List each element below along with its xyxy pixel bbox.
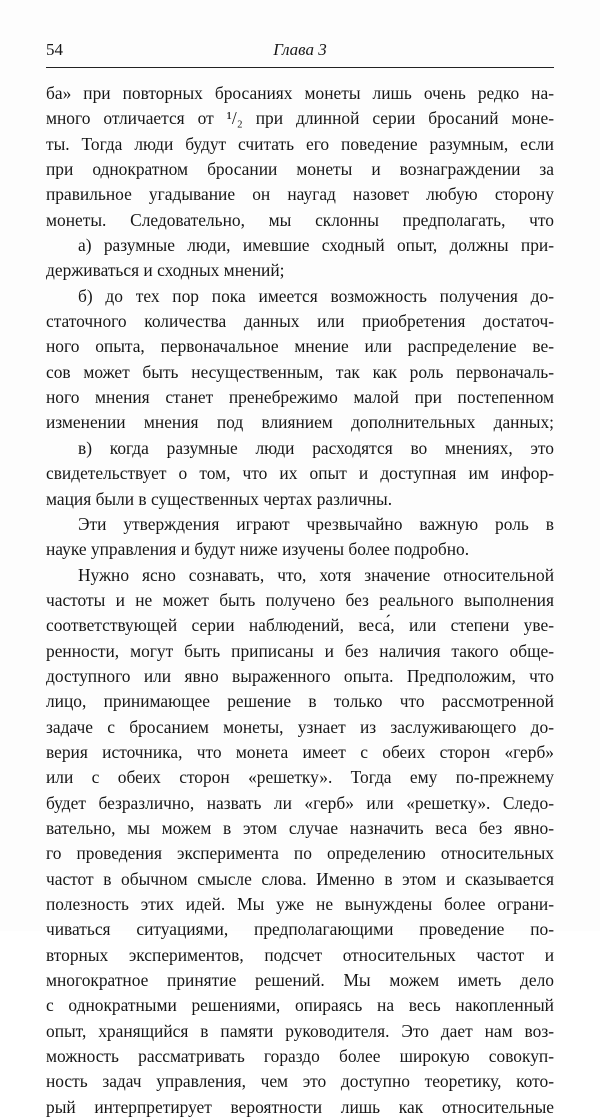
text-line: опыт, хранящийся в памяти руководителя. Это дает нам воз- [46, 1020, 554, 1041]
text-line: мация были в существенных чертах различны. [46, 488, 393, 509]
text-line: много отличается от ¹/₂ при длинной серии бросаний моне- [46, 108, 554, 129]
text-line: ность задач управления, чем это доступно теоретику, кото- [46, 1071, 554, 1092]
text-line: будет безразлично, назвать ли «герб» или «решетку». Следо- [46, 792, 554, 813]
text-line: рый интерпретирует вероятности лишь как относительные [46, 1096, 554, 1117]
text-line: держиваться и сходных мнений; [46, 260, 285, 281]
text-line: свидетельствует о том, что их опыт и доступная им инфор- [46, 463, 554, 484]
text-line: в) когда разумные люди расходятся во мнениях, это [78, 437, 554, 458]
text-line: Эти утверждения играют чрезвычайно важную роль в [78, 513, 554, 534]
text-line: вательно, мы можем в этом случае назначить веса без явно- [46, 817, 554, 838]
text-line: сов может быть несущественным, так как роль первоначаль- [46, 361, 554, 382]
chapter-title: Глава 3 [273, 40, 327, 59]
text-line: лицо, принимающее решение в только что рассмотренной [46, 691, 554, 712]
text-line: изменении мнения под влиянием дополнительных данных; [46, 412, 554, 433]
header-rule [46, 67, 554, 68]
text-line: при однократном бросании монеты и вознаграждении за [46, 159, 554, 180]
text-line: ты. Тогда люди будут считать его поведение разумным, если [46, 133, 554, 154]
text-line: доступного или явно выраженного опыта. Предположим, что [46, 665, 554, 686]
text-line: ба» при повторных бросаниях монеты лишь очень редко на- [46, 83, 554, 103]
text-line: правильное угадывание он наугад назовет любую сторону [46, 184, 554, 205]
body-text [46, 81, 554, 1120]
running-head [46, 40, 554, 64]
text-line: ного опыта, первоначальное мнение или распределение ве- [46, 336, 554, 357]
text-line: или с обеих сторон «решетку». Тогда ему по-прежнему [46, 767, 554, 788]
text-line: го проведения эксперимента по определению относительных [46, 843, 554, 864]
text-line: ного мнения станет пренебрежимо малой при постепенном [46, 387, 554, 408]
text-line: полезность этих идей. Мы уже не вынуждены более ограни- [46, 894, 554, 914]
text-line: статочного количества данных или приобретения достаточ- [46, 311, 554, 332]
text-line: задаче с бросанием монеты, узнает из заслуживающего до- [46, 716, 554, 737]
text-line: ренности, могут быть приписаны и без наличия такого обще- [46, 640, 554, 661]
text-line: можность рассматривать гораздо более широкую совокуп- [46, 1046, 554, 1067]
text-line: Нужно ясно сознавать, что, хотя значение относительной [78, 564, 554, 585]
text-line: многократное принятие решений. Мы можем иметь дело [46, 970, 554, 991]
text-line: с однократными решениями, опираясь на весь накопленный [46, 995, 554, 1016]
text-line: монеты. Следовательно, мы склонны предполагать, что [46, 209, 554, 230]
text-line: вторных экспериментов, подсчет относительных частот и [46, 944, 554, 965]
text-line: частот в обычном смысле слова. Именно в этом и сказывается [46, 868, 554, 889]
text-line: чиваться ситуациями, предполагающими проведение по- [46, 919, 554, 940]
text-line: частоты и не может быть получено без реального выполнения [46, 589, 554, 610]
text-line: б) до тех пор пока имеется возможность получения до- [78, 285, 554, 306]
text-line: науке управления и будут ниже изучены более подробно. [46, 539, 470, 560]
text-line: а) разумные люди, имевшие сходный опыт, должны при- [78, 235, 554, 256]
text-line: соответствующей серии наблюдений, веса́, или степени уве- [46, 615, 554, 636]
page-number: 54 [46, 40, 63, 59]
text-line: верия источника, что монета имеет с обеих сторон «герб» [46, 741, 554, 762]
